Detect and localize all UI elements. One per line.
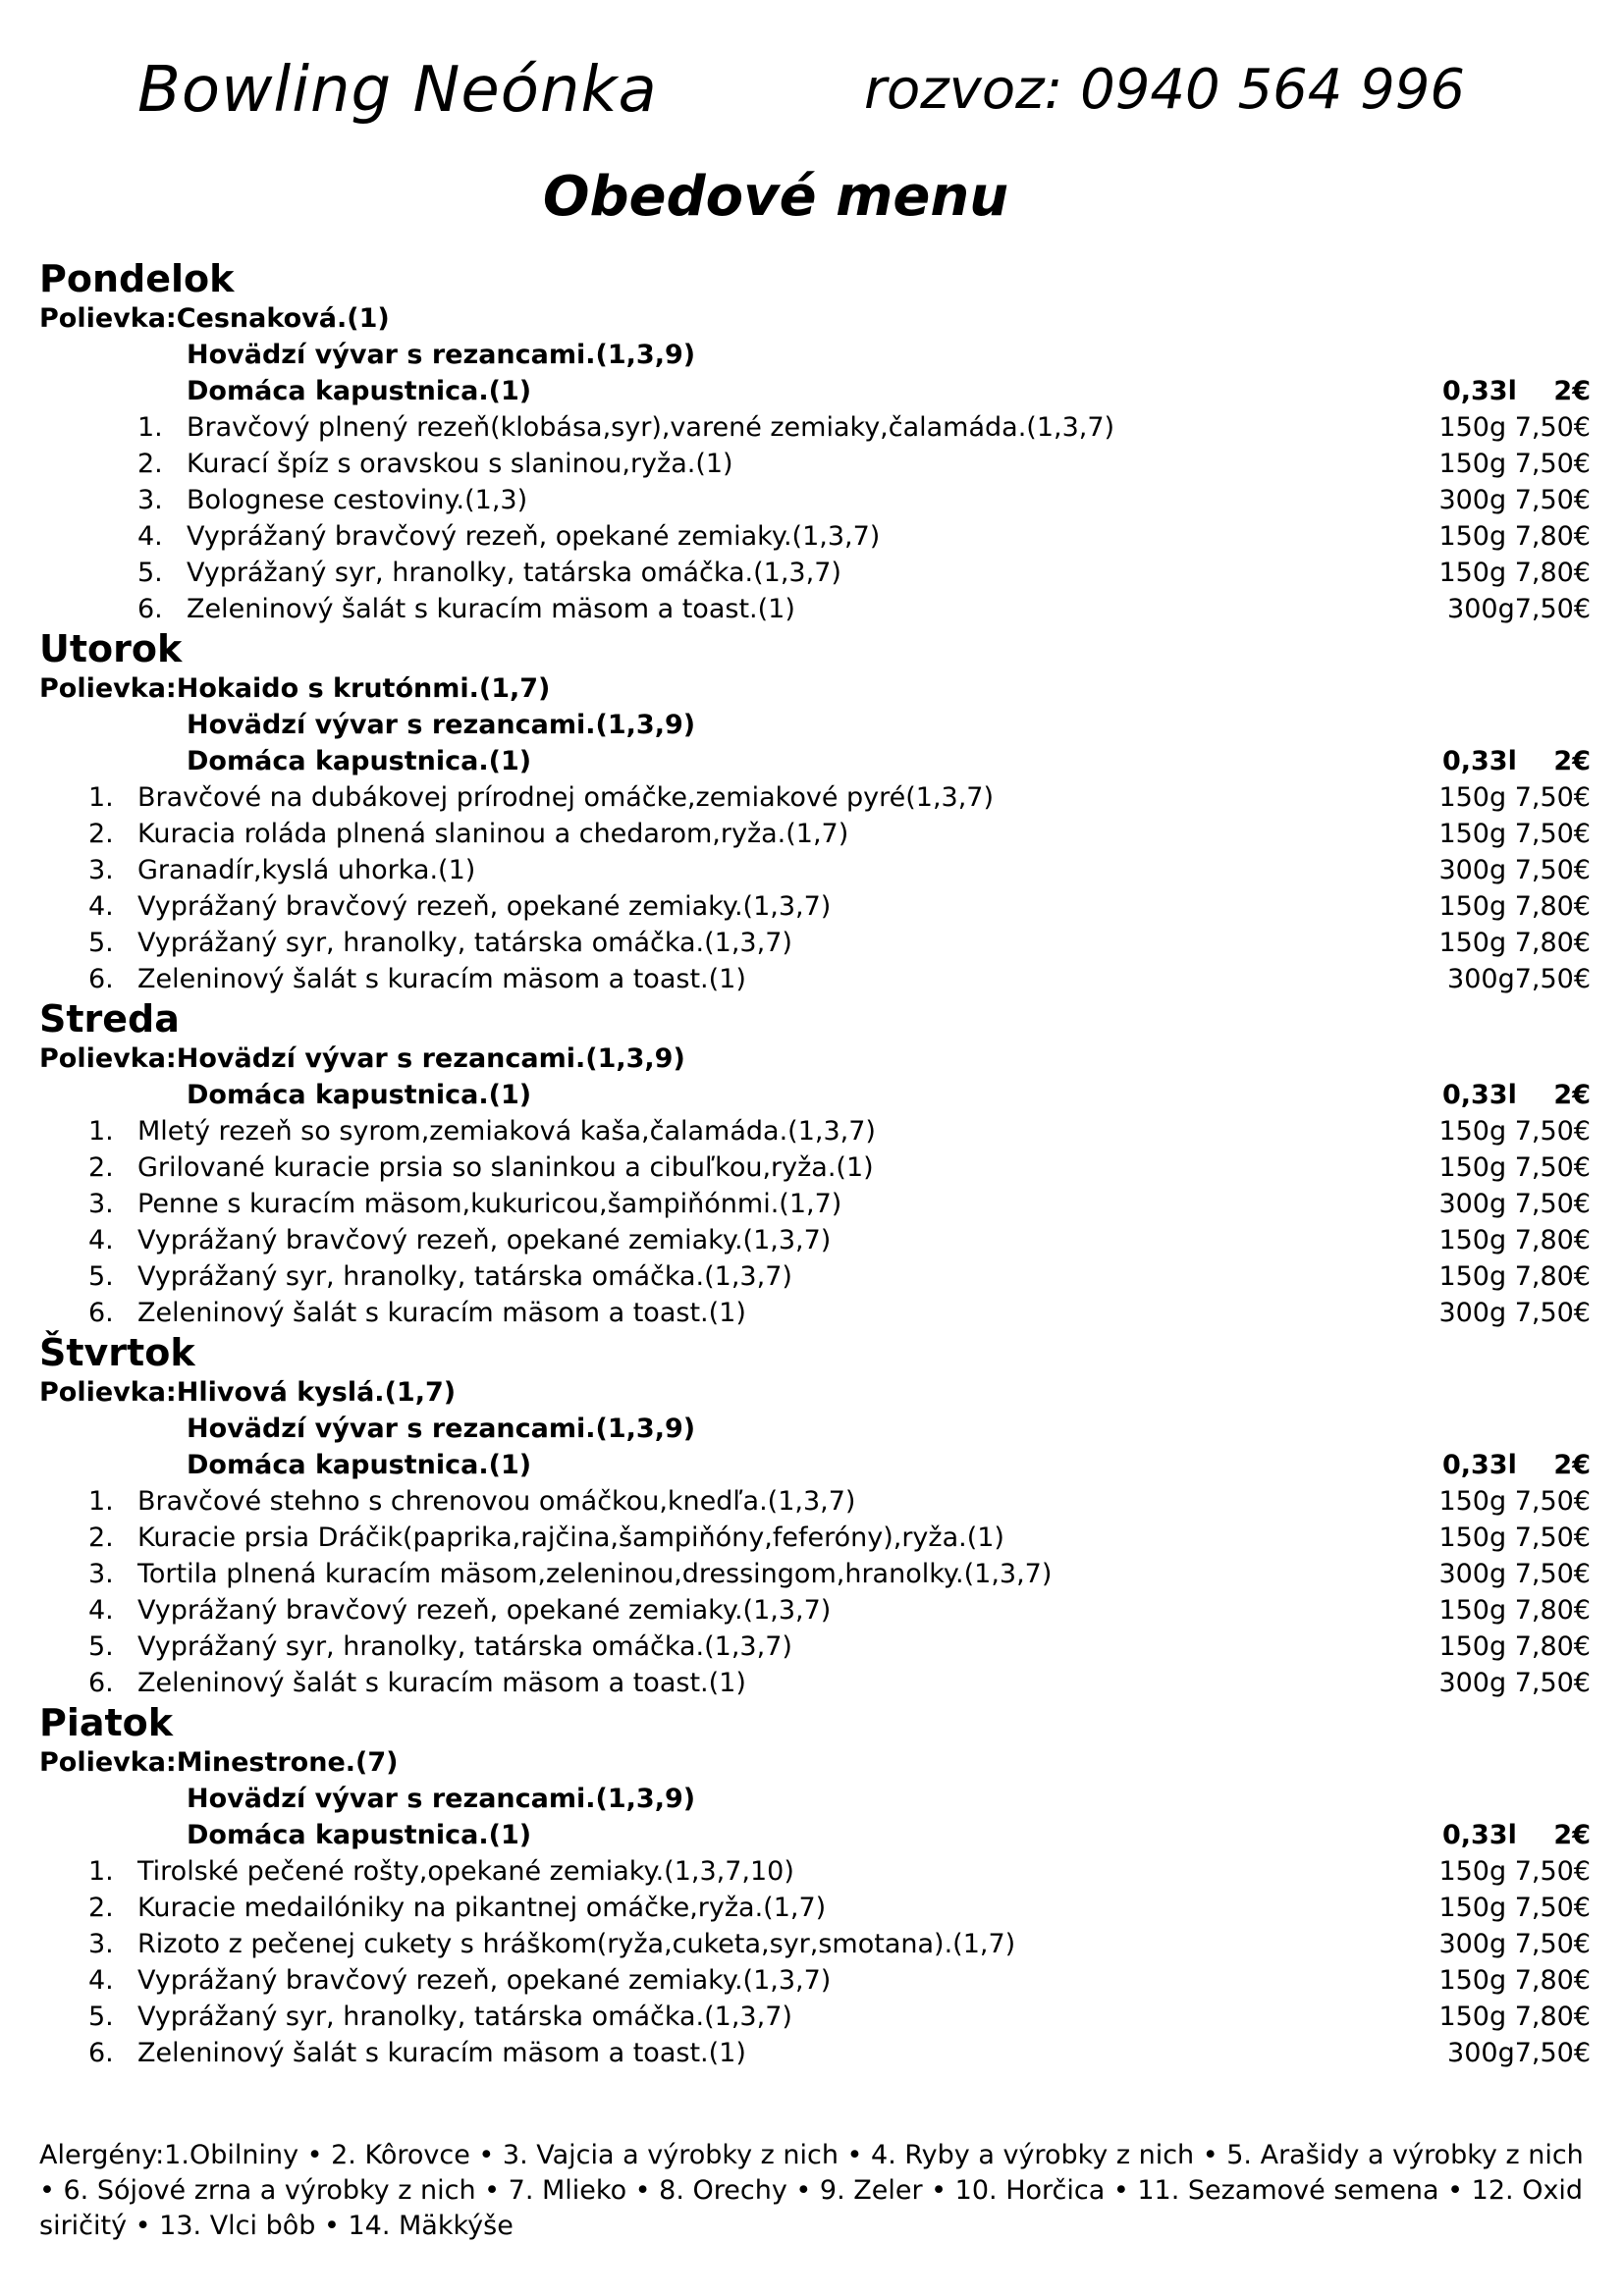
soup-extra-row xyxy=(39,707,1591,743)
dish-name: Kuracie prsia Dráčik(paprika,rajčina,šampiňóny,feferóny),ryža.(1) xyxy=(137,1522,1004,1553)
dish-row xyxy=(39,1999,1591,2035)
dish-number: 3. xyxy=(88,855,114,885)
dish-row xyxy=(39,591,1591,627)
dish-price: 150g 7,50€ xyxy=(1438,449,1591,479)
day-block xyxy=(39,257,1591,627)
dish-price: 150g 7,80€ xyxy=(1438,1595,1591,1626)
soup-row xyxy=(39,670,1591,707)
dish-number: 4. xyxy=(88,1965,114,1996)
day-block xyxy=(39,627,1591,997)
day-title: Štvrtok xyxy=(39,1331,195,1374)
dish-number: 6. xyxy=(137,594,163,624)
dish-number: 4. xyxy=(88,891,114,922)
day-block xyxy=(39,1701,1591,2071)
soup-extra-name: Domáca kapustnica.(1) xyxy=(187,1450,532,1480)
dish-row xyxy=(39,1113,1591,1149)
dish-row xyxy=(39,555,1591,591)
dish-row xyxy=(39,779,1591,816)
dish-row xyxy=(39,816,1591,852)
soup-extra-name: Domáca kapustnica.(1) xyxy=(187,746,532,776)
dish-row xyxy=(39,1556,1591,1592)
dish-price: 150g 7,80€ xyxy=(1438,1965,1591,1996)
dish-name: Bravčové stehno s chrenovou omáčkou,knedľa.(1,3,7) xyxy=(137,1486,856,1517)
soup-extra-row xyxy=(39,743,1591,779)
soup-extra-row xyxy=(39,1781,1591,1817)
dish-price: 150g 7,80€ xyxy=(1438,928,1591,958)
soup-name: Minestrone.(7) xyxy=(176,1747,399,1778)
dish-price: 150g 7,80€ xyxy=(1438,521,1591,552)
dish-row xyxy=(39,1222,1591,1258)
soup-extra-price: 0,33l 2€ xyxy=(1441,376,1591,406)
dish-name: Vyprážaný bravčový rezeň, opekané zemiaky.(1,3,7) xyxy=(137,1965,832,1996)
dish-name: Grilované kuracie prsia so slaninkou a cibuľkou,ryža.(1) xyxy=(137,1152,874,1183)
dish-row xyxy=(39,1853,1591,1890)
dish-price: 150g 7,50€ xyxy=(1438,819,1591,849)
dish-price: 150g 7,50€ xyxy=(1438,1893,1591,1923)
dish-number: 5. xyxy=(88,2002,114,2032)
dish-price: 300g 7,50€ xyxy=(1438,1298,1591,1328)
soup-extra-name: Hovädzí vývar s rezancami.(1,3,9) xyxy=(187,1784,696,1814)
dish-row xyxy=(39,1295,1591,1331)
dish-row xyxy=(39,925,1591,961)
dish-name: Bravčové na dubákovej prírodnej omáčke,zemiakové pyré(1,3,7) xyxy=(137,782,995,813)
soup-label: Polievka: xyxy=(39,1377,177,1408)
dish-name: Bolognese cestoviny.(1,3) xyxy=(187,485,528,515)
dish-row xyxy=(39,2035,1591,2071)
restaurant-name: Bowling Neónka xyxy=(137,54,658,127)
soup-extra-row xyxy=(39,1077,1591,1113)
dish-price: 150g 7,80€ xyxy=(1438,2002,1591,2032)
dish-number: 5. xyxy=(137,558,163,588)
dish-name: Kurací špíz s oravskou s slaninou,ryža.(1) xyxy=(187,449,733,479)
soup-label: Polievka: xyxy=(39,1747,177,1778)
soup-row xyxy=(39,1041,1591,1077)
dish-number: 2. xyxy=(88,819,114,849)
soup-extra-name: Hovädzí vývar s rezancami.(1,3,9) xyxy=(187,1414,696,1444)
soup-extra-row xyxy=(39,373,1591,409)
dish-name: Zeleninový šalát s kuracím mäsom a toast.(1) xyxy=(137,2038,746,2068)
dish-name: Bravčový plnený rezeň(klobása,syr),varené zemiaky,čalamáda.(1,3,7) xyxy=(187,412,1115,443)
dish-number: 1. xyxy=(88,1856,114,1887)
soup-extra-name: Domáca kapustnica.(1) xyxy=(187,1080,532,1110)
menu-title: Obedové menu xyxy=(542,165,1009,229)
soup-row xyxy=(39,300,1591,337)
dish-number: 3. xyxy=(137,485,163,515)
dish-name: Vyprážaný bravčový rezeň, opekané zemiaky.(1,3,7) xyxy=(187,521,881,552)
dish-number: 3. xyxy=(88,1559,114,1589)
dish-price: 150g 7,80€ xyxy=(1438,1261,1591,1292)
dish-row xyxy=(39,1186,1591,1222)
dish-row xyxy=(39,446,1591,482)
day-title: Utorok xyxy=(39,627,183,670)
dish-number: 3. xyxy=(88,1929,114,1959)
header xyxy=(137,54,1506,142)
dish-name: Tortila plnená kuracím mäsom,zeleninou,dressingom,hranolky.(1,3,7) xyxy=(137,1559,1053,1589)
dish-name: Rizoto z pečenej cukety s hráškom(ryža,cuketa,syr,smotana).(1,7) xyxy=(137,1929,1016,1959)
dish-row xyxy=(39,852,1591,888)
dish-number: 5. xyxy=(88,1261,114,1292)
dish-number: 2. xyxy=(88,1152,114,1183)
dish-number: 2. xyxy=(88,1893,114,1923)
soup-name: Hovädzí vývar s rezancami.(1,3,9) xyxy=(176,1043,685,1074)
dish-number: 2. xyxy=(88,1522,114,1553)
dish-number: 4. xyxy=(88,1225,114,1255)
soup-extra-name: Domáca kapustnica.(1) xyxy=(187,376,532,406)
dish-price: 150g 7,80€ xyxy=(1438,558,1591,588)
soup-extra-price: 0,33l 2€ xyxy=(1441,746,1591,776)
dish-name: Kuracia roláda plnená slaninou a chedarom,ryža.(1,7) xyxy=(137,819,849,849)
dish-name: Penne s kuracím mäsom,kukuricou,šampiňónmi.(1,7) xyxy=(137,1189,842,1219)
dish-name: Vyprážaný bravčový rezeň, opekané zemiaky.(1,3,7) xyxy=(137,1225,832,1255)
dish-price: 150g 7,50€ xyxy=(1438,782,1591,813)
days-list xyxy=(39,257,1591,2071)
dish-number: 1. xyxy=(88,782,114,813)
day-title: Pondelok xyxy=(39,257,235,300)
soup-extra-row xyxy=(39,337,1591,373)
dish-name: Vyprážaný syr, hranolky, tatárska omáčka.(1,3,7) xyxy=(137,2002,792,2032)
dish-number: 4. xyxy=(88,1595,114,1626)
dish-number: 5. xyxy=(88,1631,114,1662)
dish-row xyxy=(39,518,1591,555)
dish-row xyxy=(39,1962,1591,1999)
day-title: Streda xyxy=(39,997,180,1041)
delivery-phone: rozvoz: 0940 564 996 xyxy=(864,58,1466,122)
dish-row xyxy=(39,409,1591,446)
dish-price: 150g 7,50€ xyxy=(1438,1522,1591,1553)
dish-name: Zeleninový šalát s kuracím mäsom a toast.(1) xyxy=(137,964,746,994)
dish-number: 1. xyxy=(88,1116,114,1147)
dish-name: Vyprážaný syr, hranolky, tatárska omáčka.(1,3,7) xyxy=(187,558,841,588)
dish-row xyxy=(39,888,1591,925)
soup-extra-price: 0,33l 2€ xyxy=(1441,1820,1591,1850)
day-block xyxy=(39,997,1591,1331)
allergens-note: Alergény:1.Obilniny • 2. Kôrovce • 3. Vajcia a výrobky z nich • 4. Ryby a výrobky z nich • 5. Arašidy a výrobky z nich • 6. Sójové zrna a výrobky z nich • 7. Mlieko • 8. Orechy • 9. Zeler • 10. Horčica • 11. Sezamové semena • 12. Oxid siričitý • 13. Vlci bôb • 14. Mäkkýše xyxy=(39,2140,1584,2241)
soup-extra-row xyxy=(39,1411,1591,1447)
soup-name: Hlivová kyslá.(1,7) xyxy=(176,1377,457,1408)
dish-number: 6. xyxy=(88,1298,114,1328)
dish-number: 5. xyxy=(88,928,114,958)
dish-name: Kuracie medailóniky na pikantnej omáčke,ryža.(1,7) xyxy=(137,1893,827,1923)
dish-price: 300g 7,50€ xyxy=(1438,1189,1591,1219)
dish-number: 1. xyxy=(137,412,163,443)
dish-name: Tirolské pečené rošty,opekané zemiaky.(1,3,7,10) xyxy=(137,1856,794,1887)
dish-name: Vyprážaný bravčový rezeň, opekané zemiaky.(1,3,7) xyxy=(137,891,832,922)
dish-row xyxy=(39,961,1591,997)
dish-row xyxy=(39,1258,1591,1295)
soup-label: Polievka: xyxy=(39,303,177,334)
dish-price: 150g 7,80€ xyxy=(1438,1225,1591,1255)
dish-row xyxy=(39,1149,1591,1186)
dish-price: 300g7,50€ xyxy=(1447,964,1591,994)
dish-row xyxy=(39,1926,1591,1962)
dish-price: 150g 7,80€ xyxy=(1438,891,1591,922)
dish-price: 300g 7,50€ xyxy=(1438,1559,1591,1589)
soup-extra-price: 0,33l 2€ xyxy=(1441,1450,1591,1480)
dish-name: Mletý rezeň so syrom,zemiaková kaša,čalamáda.(1,3,7) xyxy=(137,1116,876,1147)
dish-name: Granadír,kyslá uhorka.(1) xyxy=(137,855,476,885)
dish-number: 3. xyxy=(88,1189,114,1219)
soup-row xyxy=(39,1374,1591,1411)
dish-row xyxy=(39,1665,1591,1701)
dish-number: 6. xyxy=(88,1668,114,1698)
dish-number: 1. xyxy=(88,1486,114,1517)
dish-price: 150g 7,50€ xyxy=(1438,1856,1591,1887)
dish-price: 150g 7,50€ xyxy=(1438,1116,1591,1147)
soup-extra-row xyxy=(39,1817,1591,1853)
dish-price: 150g 7,50€ xyxy=(1438,412,1591,443)
dish-name: Vyprážaný syr, hranolky, tatárska omáčka.(1,3,7) xyxy=(137,928,792,958)
soup-label: Polievka: xyxy=(39,1043,177,1074)
dish-row xyxy=(39,1483,1591,1520)
dish-number: 4. xyxy=(137,521,163,552)
dish-price: 300g 7,50€ xyxy=(1438,485,1591,515)
dish-price: 300g 7,50€ xyxy=(1438,855,1591,885)
dish-row xyxy=(39,1592,1591,1629)
day-block xyxy=(39,1331,1591,1701)
soup-extra-row xyxy=(39,1447,1591,1483)
soup-extra-price: 0,33l 2€ xyxy=(1441,1080,1591,1110)
dish-name: Vyprážaný syr, hranolky, tatárska omáčka.(1,3,7) xyxy=(137,1631,792,1662)
day-title: Piatok xyxy=(39,1701,174,1744)
dish-row xyxy=(39,1890,1591,1926)
soup-extra-name: Hovädzí vývar s rezancami.(1,3,9) xyxy=(187,340,696,370)
dish-number: 6. xyxy=(88,964,114,994)
soup-extra-name: Domáca kapustnica.(1) xyxy=(187,1820,532,1850)
dish-price: 300g7,50€ xyxy=(1447,594,1591,624)
soup-row xyxy=(39,1744,1591,1781)
dish-name: Zeleninový šalát s kuracím mäsom a toast.(1) xyxy=(187,594,795,624)
dish-name: Vyprážaný syr, hranolky, tatárska omáčka.(1,3,7) xyxy=(137,1261,792,1292)
dish-row xyxy=(39,1629,1591,1665)
dish-price: 150g 7,50€ xyxy=(1438,1152,1591,1183)
dish-row xyxy=(39,482,1591,518)
soup-name: Hokaido s krutónmi.(1,7) xyxy=(176,673,551,704)
dish-name: Zeleninový šalát s kuracím mäsom a toast.(1) xyxy=(137,1668,746,1698)
dish-number: 6. xyxy=(88,2038,114,2068)
soup-label: Polievka: xyxy=(39,673,177,704)
dish-name: Zeleninový šalát s kuracím mäsom a toast.(1) xyxy=(137,1298,746,1328)
dish-price: 300g 7,50€ xyxy=(1438,1929,1591,1959)
soup-name: Cesnaková.(1) xyxy=(176,303,390,334)
soup-extra-name: Hovädzí vývar s rezancami.(1,3,9) xyxy=(187,710,696,740)
dish-price: 150g 7,80€ xyxy=(1438,1631,1591,1662)
dish-price: 300g7,50€ xyxy=(1447,2038,1591,2068)
dish-price: 150g 7,50€ xyxy=(1438,1486,1591,1517)
dish-row xyxy=(39,1520,1591,1556)
dish-name: Vyprážaný bravčový rezeň, opekané zemiaky.(1,3,7) xyxy=(137,1595,832,1626)
dish-number: 2. xyxy=(137,449,163,479)
dish-price: 300g 7,50€ xyxy=(1438,1668,1591,1698)
